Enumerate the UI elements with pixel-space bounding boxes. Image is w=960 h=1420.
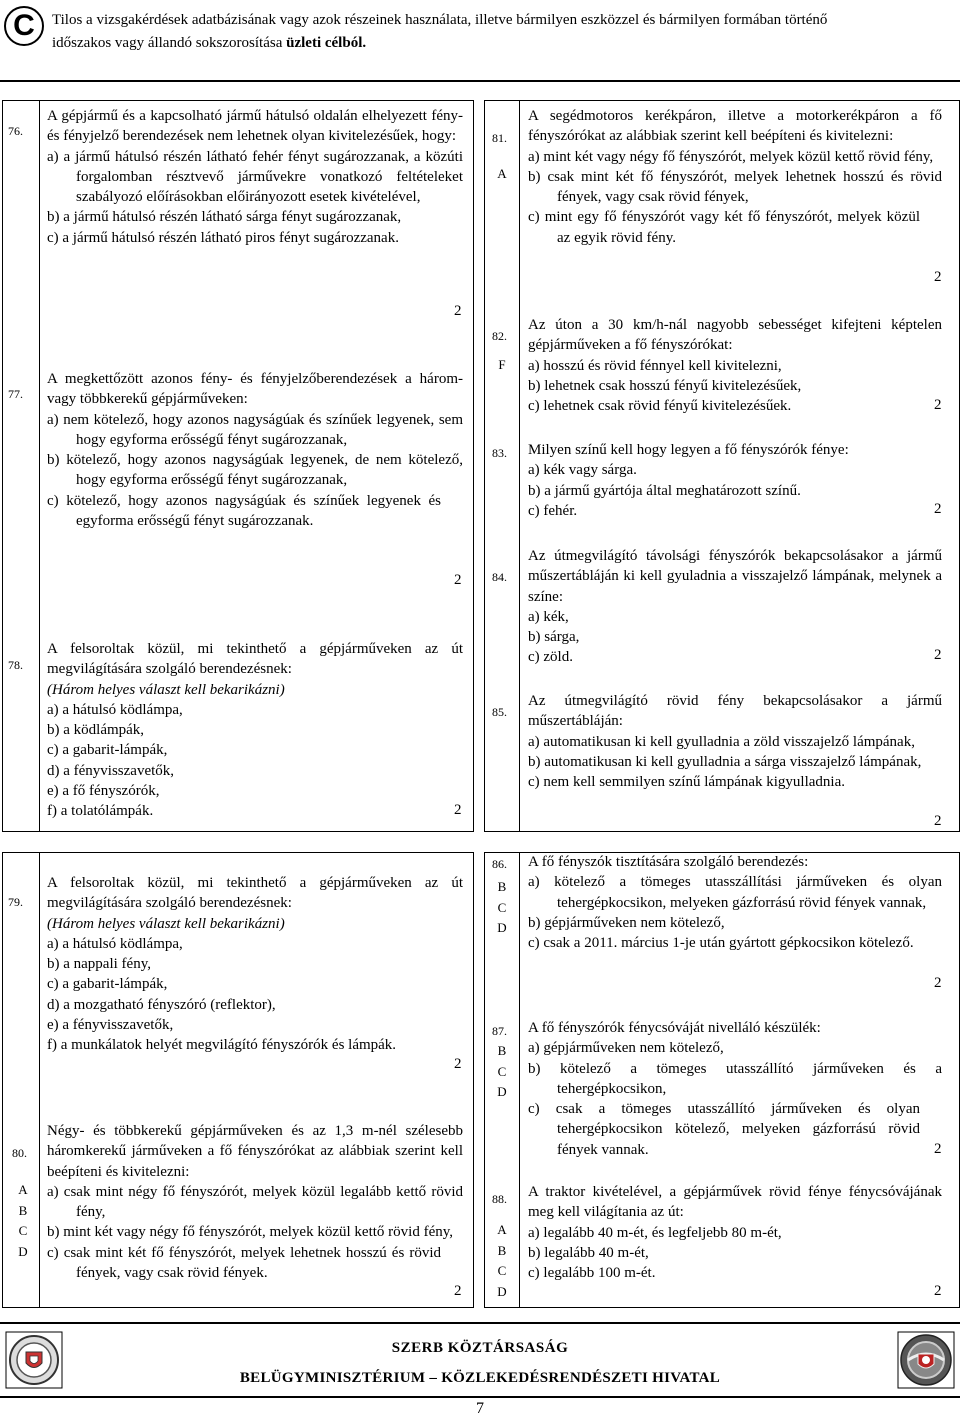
category-letter: F: [498, 357, 506, 372]
question-number: 86.: [492, 857, 507, 871]
category-letters: [494, 355, 510, 376]
category-letters: [494, 1220, 510, 1302]
answer-option: c) zöld.: [528, 649, 573, 666]
category-letter: C: [497, 1263, 507, 1278]
answer-option: c) legalább 100 m-ét.: [528, 1265, 656, 1282]
category-letter: C: [497, 899, 507, 915]
answer-option: d) a fényvisszavetők,: [47, 762, 175, 779]
answer-option: a) kék,: [528, 608, 569, 625]
answer-option: c) a jármű hátulsó részén látható piros fényt sugározzanak.: [47, 229, 399, 246]
question-text: Az útmegvilágító rövid fény bekapcsolásakor a jármű műszertábláján:: [528, 693, 942, 730]
answer-option: c) mint egy fő fényszórót vagy két fő fényszórót, melyek közül az egyik rövid fény.: [528, 209, 920, 246]
question-number: 87.: [492, 1024, 507, 1038]
points: 2: [934, 501, 942, 517]
category-letters: [494, 1041, 510, 1103]
category-letter: A: [497, 166, 507, 181]
answer-option: b) a jármű hátulsó részén látható sárga fényt sugározzanak,: [47, 209, 402, 226]
question-88: [528, 1182, 942, 1283]
question-text: A felsoroltak közül, mi tekinthető a gépjárműveken az út megvilágítására szolgáló berendezésnek:: [47, 875, 463, 912]
answer-option: a) nem kötelező, hogy azonos nagyságúak és színűek legyenek, sem hogy egyforma erősségű fényt sugározzanak,: [47, 411, 463, 448]
answer-option: a) a jármű hátulsó részén látható fehér fényt sugározzanak, a közúti forgalomban résztvevő járművekre vonatkozó feltételeket szabályozó előírásokban előirányozott esetek kivételével,: [47, 148, 463, 206]
answer-option: c) csak a tömeges utasszállító járműveken és olyan tehergépkocsikon kötelező, melyeken gázforrású rövid fények vannak.: [528, 1101, 920, 1158]
answer-option: b) legalább 40 m-ét,: [528, 1244, 649, 1261]
question-text: A fő fényszórók fénycsóváját nivelláló készülék:: [528, 1020, 821, 1036]
question-number: 85.: [492, 705, 507, 719]
category-letter: B: [497, 1043, 507, 1058]
category-letters: [15, 1180, 31, 1262]
answer-option: c) csak mint két fő fényszórót, melyek lehetnek hosszú és rövid fények, vagy csak rövid fények.: [47, 1244, 441, 1282]
question-80: [47, 1121, 463, 1283]
answer-option: c) a gabarit-lámpák,: [47, 976, 168, 993]
question-number: 80.: [12, 1146, 27, 1160]
answer-option: a) legalább 40 m-ét, és legfeljebb 80 m-ét,: [528, 1224, 782, 1241]
points: 2: [934, 397, 942, 413]
answer-option: c) nem kell semmilyen színű lámpának kigyulladnia.: [528, 774, 845, 791]
answer-option: b) sárga,: [528, 629, 580, 646]
question-text: A segédmotoros kerékpáron, illetve a motorkerékpáron a fő fényszórókat az alábbiak szerint kell beépíteni és kivitelezni:: [528, 108, 942, 145]
answer-option: a) mint két vagy négy fő fényszórót, melyek közül kettő rövid fény,: [528, 148, 934, 165]
answer-option: b) lehetnek csak hosszú fényű kivitelezésűek,: [528, 377, 802, 394]
answer-option: c) csak a 2011. március 1-je után gyártott gépkocsikon kötelező.: [528, 935, 914, 952]
answer-option: b) mint két vagy négy fő fényszórót, melyek közül kettő rövid fény,: [47, 1224, 454, 1241]
answer-option: f) a tolatólámpák.: [47, 803, 154, 820]
question-number: 83.: [492, 446, 507, 460]
answer-option: c) a gabarit-lámpák,: [47, 742, 168, 759]
category-letter: C: [18, 1223, 28, 1238]
question-number: 76.: [8, 124, 23, 138]
header-line-1: Tilos a vizsgakérdések adatbázisának vagy azok részeinek használata, illetve bármilyen eszközzel és bármilyen formában történő: [52, 12, 828, 28]
answer-option: a) a hátulsó ködlámpa,: [47, 701, 183, 718]
answer-option: a) a hátulsó ködlámpa,: [47, 935, 183, 952]
answer-option: c) kötelező, hogy azonos nagyságúak és színűek legyenek és egyforma erősségű fényt sugározzanak.: [47, 492, 441, 530]
question-text: Az útmegvilágító távolsági fényszórók bekapcsolásakor a jármű műszertábláján ki kell gyuladnia a visszajelző lámpának, melynek a színe:: [528, 548, 942, 605]
answer-option: b) kötelező, hogy azonos nagyságúak legyenek, de nem kötelező, hogy egyforma erősségű fényt sugározzanak,: [47, 452, 463, 489]
page-number: 7: [476, 1400, 484, 1417]
question-text: Milyen színű kell hogy legyen a fő fényszórók fénye:: [528, 442, 849, 458]
question-86: [528, 852, 942, 953]
answer-option: c) lehetnek csak rövid fényű kivitelezésűek.: [528, 398, 792, 415]
question-number: 88.: [492, 1192, 507, 1206]
answer-option: b) gépjárműveken nem kötelező,: [528, 914, 725, 931]
category-letter: B: [18, 1202, 28, 1218]
answer-option: a) gépjárműveken nem kötelező,: [528, 1040, 724, 1057]
question-text: Négy- és többkerekű gépjárműveken és az 1,3 m-nél szélesebb háromkerekű járműveken a fő fényszórókat az alábbiak szerint kell beépíteni és kivitelezni:: [47, 1123, 463, 1180]
question-84: [528, 546, 942, 668]
question-81: [528, 106, 942, 248]
answer-option: f) a munkálatok helyét megvilágító fényszórók és lámpák.: [47, 1037, 397, 1054]
question-number: 81.: [492, 131, 507, 145]
answer-option: b) csak mint két fő fényszórót, melyek lehetnek hosszú és rövid fények, vagy csak rövid fények,: [528, 168, 942, 206]
category-letter: B: [497, 1242, 507, 1258]
answer-option: c) fehér.: [528, 502, 578, 519]
instruction-note: (Három helyes választ kell bekarikázni): [47, 915, 285, 932]
question-text: Az úton a 30 km/h-nál nagyobb sebességet kifejteni képtelen gépjárműveken a fő fényszórókat:: [528, 317, 942, 354]
footer-country: SZERB KÖZTÁRSASÁG: [391, 1340, 569, 1356]
instruction-note: (Három helyes választ kell bekarikázni): [47, 681, 285, 698]
header-line-2: időszakos vagy állandó sokszorosítása üzleti célból.: [52, 35, 367, 51]
question-77: [47, 369, 463, 531]
copyright-icon: C: [4, 6, 44, 46]
traffic-police-emblem-right-icon: [896, 1330, 956, 1390]
category-letter: A: [497, 1222, 507, 1237]
question-number: 78.: [8, 658, 23, 672]
question-text: A gépjármű és a kapcsolható jármű hátulsó oldalán elhelyezett fény- és fényjelző berendezések nem lehetnek olyan kivitelezésűek, hogy:: [47, 108, 463, 145]
question-text: A traktor kivételével, a gépjárművek rövid fénye fénycsóvájának meg kell világítania az út:: [528, 1184, 942, 1221]
points: 2: [454, 1283, 462, 1299]
copyright-header: [0, 0, 960, 88]
question-text: A felsoroltak közül, mi tekinthető a gépjárműveken az út megvilágítására szolgáló berendezésnek:: [47, 641, 463, 678]
header-rule: [0, 80, 960, 82]
points: 2: [454, 802, 462, 818]
points: 2: [454, 1056, 462, 1072]
category-letter: C: [497, 1063, 507, 1079]
question-number: 77.: [8, 387, 23, 401]
points: 2: [934, 647, 942, 663]
question-78: [47, 639, 463, 822]
points: 2: [934, 813, 942, 829]
answer-option: a) kék vagy sárga.: [528, 462, 637, 479]
answer-option: b) a ködlámpák,: [47, 722, 145, 739]
answer-option: b) a nappali fény,: [47, 956, 151, 973]
category-letter: D: [497, 1084, 507, 1099]
question-number: 84.: [492, 570, 507, 584]
category-letter: B: [497, 879, 507, 894]
question-79: [47, 873, 463, 1056]
question-83: [528, 440, 942, 521]
answer-option: a) csak mint négy fő fényszórót, melyek közül legalább kettő rövid fény,: [47, 1183, 463, 1221]
answer-option: a) hosszú és rövid fénnyel kell kivitelezni,: [528, 357, 782, 374]
points: 2: [934, 975, 942, 991]
question-76: [47, 106, 463, 248]
question-number: 82.: [492, 329, 507, 343]
answer-option: a) automatikusan ki kell gyulladnia a zöld visszajelző lámpának,: [528, 733, 915, 750]
question-87: [528, 1018, 942, 1160]
question-text: A fő fényszók tisztítására szolgáló berendezés:: [528, 854, 809, 870]
points: 2: [934, 269, 942, 285]
points: 2: [934, 1283, 942, 1299]
category-letters: [494, 164, 510, 185]
category-letter: D: [497, 1283, 507, 1299]
answer-option: a) kötelező a tömeges utasszállítási járműveken és olyan tehergépkocsikon, melyeken gázforrású rövid fények vannak,: [528, 874, 942, 911]
question-82: [528, 315, 942, 416]
answer-option: e) a fényvisszavetők,: [47, 1017, 174, 1034]
answer-option: b) automatikusan ki kell gyulladnia a sárga visszajelző lámpának,: [528, 753, 922, 770]
question-text: A megkettőzött azonos fény- és fényjelzőberendezések a három- vagy többkerekű gépjárműveken:: [47, 371, 463, 408]
category-letters: [494, 877, 510, 939]
answer-option: d) a mozgatható fényszóró (reflektor),: [47, 996, 276, 1013]
category-letter: A: [18, 1182, 28, 1197]
answer-option: e) a fő fényszórók,: [47, 783, 160, 800]
question-85: [528, 691, 942, 792]
answer-option: b) kötelező a tömeges utasszállító járműveken és a tehergépkocsikon,: [528, 1060, 942, 1097]
question-number: 79.: [8, 895, 23, 909]
category-letter: D: [497, 920, 507, 935]
category-letter: D: [18, 1243, 28, 1259]
footer: [0, 1322, 960, 1398]
points: 2: [454, 303, 462, 319]
footer-ministry: BELÜGYMINISZTÉRIUM – KÖZLEKEDÉSRENDÉSZETI HIVATAL: [239, 1370, 721, 1386]
points: 2: [934, 1141, 942, 1157]
points: 2: [454, 572, 462, 588]
answer-option: b) a jármű gyártója által meghatározott színű.: [528, 482, 801, 499]
